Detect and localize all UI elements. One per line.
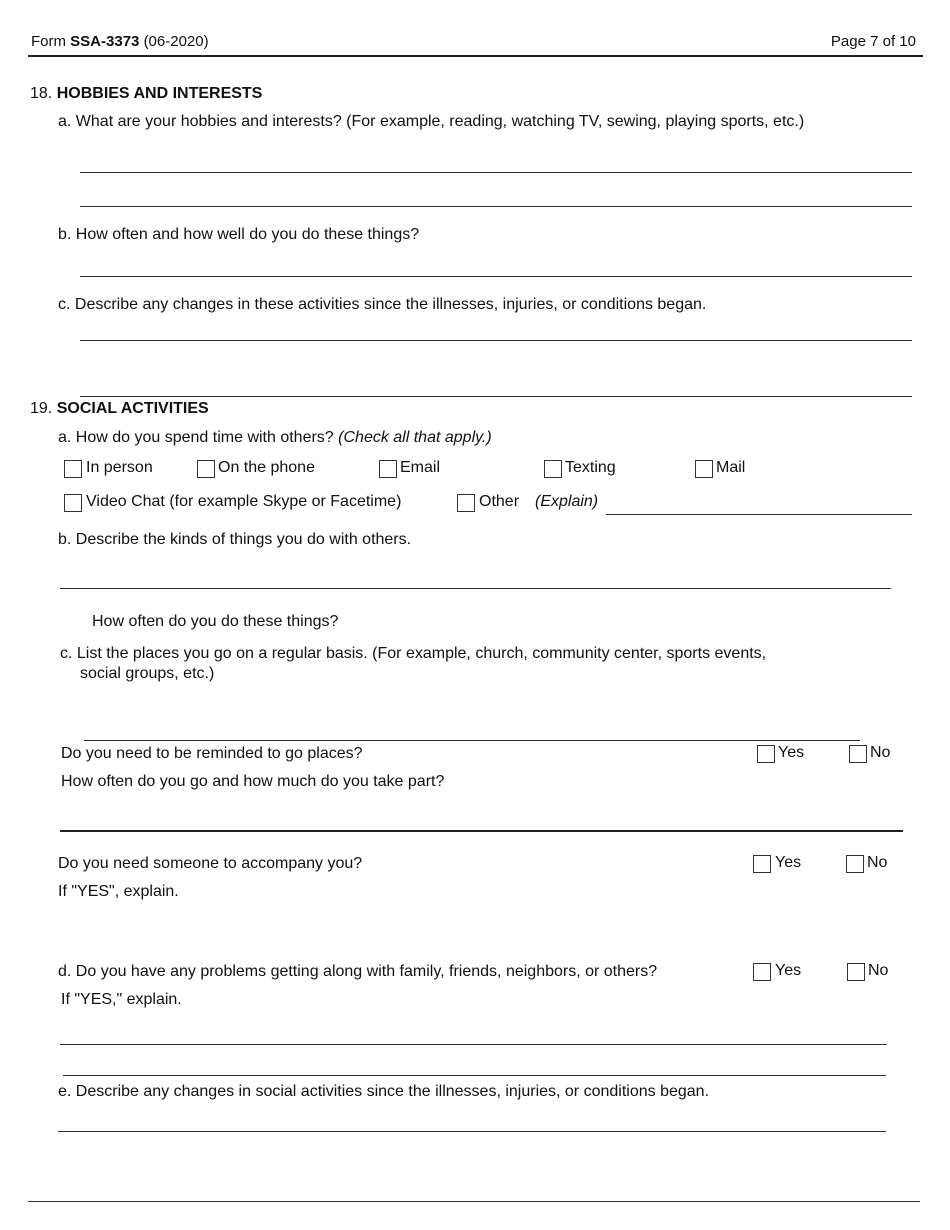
q19b-how-often-text: How often do you do these things? [92, 613, 339, 630]
q19c-answer-line[interactable] [84, 720, 860, 741]
remind-yes-label: Yes [778, 744, 805, 761]
remind-yes-checkbox[interactable] [757, 745, 775, 763]
q19d-text: d. Do you have any problems getting along with family, friends, neighbors, or others? [58, 963, 658, 980]
in-person-label: In person [86, 459, 153, 476]
email-label: Email [400, 459, 441, 476]
d-no-checkbox[interactable] [847, 963, 865, 981]
q19-number: 19. [30, 400, 53, 417]
on-the-phone-checkbox[interactable] [197, 460, 215, 478]
header-rule [28, 55, 923, 57]
texting-checkbox[interactable] [544, 460, 562, 478]
q18b-text: b. How often and how well do you do these things? [58, 226, 420, 243]
mail-checkbox[interactable] [695, 460, 713, 478]
accompany-yes-label: Yes [775, 854, 802, 871]
d-yes-checkbox[interactable] [753, 963, 771, 981]
mail-label: Mail [716, 459, 746, 476]
q19e-answer-line[interactable] [58, 1110, 886, 1132]
q19d-answer-line-2[interactable] [63, 1055, 886, 1076]
form-prefix: Form [31, 33, 66, 50]
q18-number: 18. [30, 85, 53, 102]
how-often-go-text: How often do you go and how much do you take part? [61, 773, 445, 790]
q18a-answer-line-1[interactable] [80, 150, 912, 173]
accompany-explain-text: If "YES", explain. [58, 883, 179, 900]
q19e-text: e. Describe any changes in social activities since the illnesses, injuries, or conditions began. [58, 1083, 710, 1100]
q19a-text [58, 428, 492, 448]
q19c-text-line-2: social groups, etc.) [80, 665, 215, 682]
remind-no-checkbox[interactable] [849, 745, 867, 763]
q19b-text: b. Describe the kinds of things you do with others. [58, 531, 412, 548]
q19a-question: a. How do you spend time with others? [58, 429, 334, 446]
other-explain-line[interactable] [606, 494, 912, 515]
video-chat-label: Video Chat (for example Skype or Facetime) [86, 493, 402, 510]
form-number: SSA-3373 [70, 33, 140, 50]
q18-heading [30, 84, 262, 104]
q18c-answer-line-2[interactable] [80, 375, 912, 397]
page-number: Page 7 of 10 [830, 33, 916, 50]
q18c-text: c. Describe any changes in these activities since the illnesses, injuries, or conditions began. [58, 296, 707, 313]
on-the-phone-label: On the phone [218, 459, 315, 476]
q18a-answer-line-2[interactable] [80, 185, 912, 207]
q18c-answer-line-1[interactable] [80, 320, 912, 341]
q18b-answer-line[interactable] [80, 255, 912, 277]
accompany-no-label: No [867, 854, 888, 871]
remind-question: Do you need to be reminded to go places? [61, 745, 363, 762]
footer-rule [28, 1201, 920, 1202]
explain-label: (Explain) [535, 493, 599, 510]
video-chat-checkbox[interactable] [64, 494, 82, 512]
q19-heading [30, 399, 209, 419]
q18a-text: a. What are your hobbies and interests? (For example, reading, watching TV, sewing, playing sports, etc.) [58, 113, 805, 130]
in-person-checkbox[interactable] [64, 460, 82, 478]
q19b-answer-line[interactable] [60, 568, 891, 589]
accompany-question: Do you need someone to accompany you? [58, 855, 363, 872]
d-no-label: No [868, 962, 889, 979]
texting-label: Texting [565, 459, 616, 476]
q18-title: HOBBIES AND INTERESTS [56, 85, 263, 102]
remind-no-label: No [870, 744, 891, 761]
email-checkbox[interactable] [379, 460, 397, 478]
q19-title: SOCIAL ACTIVITIES [56, 400, 209, 417]
q19a-note: (Check all that apply.) [338, 429, 492, 446]
form-date: (06-2020) [143, 33, 209, 50]
d-explain-text: If "YES," explain. [61, 991, 182, 1008]
q19d-answer-line-1[interactable] [60, 1024, 887, 1045]
accompany-yes-checkbox[interactable] [753, 855, 771, 873]
how-often-go-answer-line[interactable] [60, 810, 903, 832]
form-id [31, 32, 209, 52]
q19c-text-line-1: c. List the places you go on a regular basis. (For example, church, community center, sports events, [60, 645, 767, 662]
accompany-no-checkbox[interactable] [846, 855, 864, 873]
other-checkbox[interactable] [457, 494, 475, 512]
d-yes-label: Yes [775, 962, 802, 979]
other-label: Other [479, 493, 520, 510]
